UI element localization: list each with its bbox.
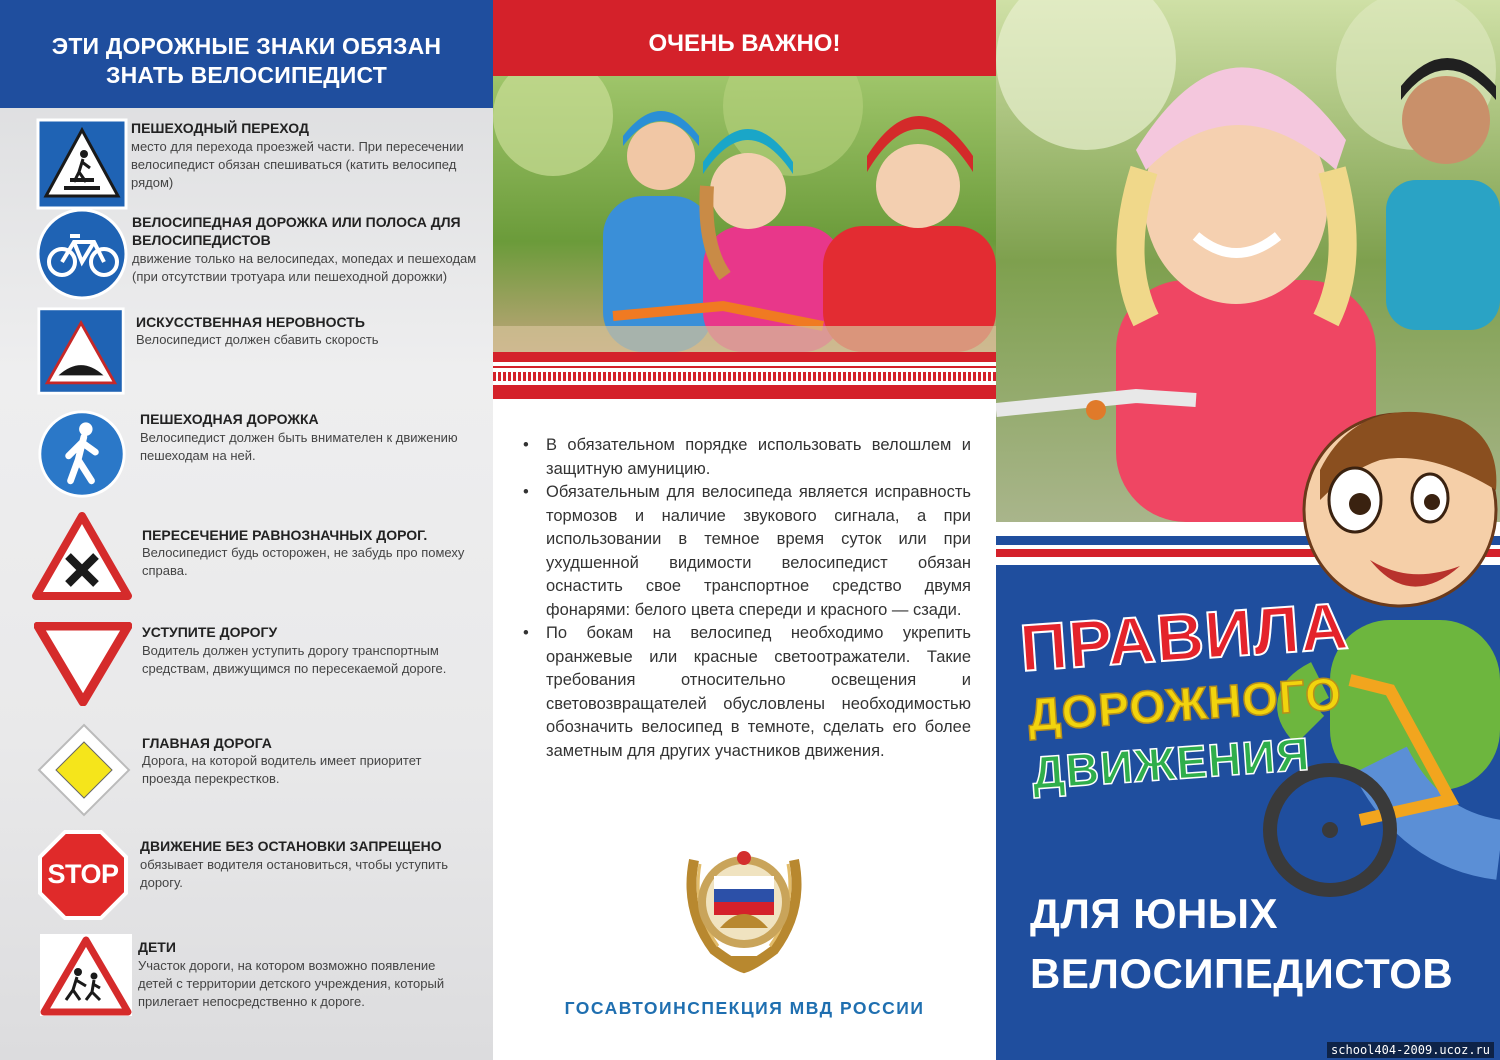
- speed-bump-sign-icon: [36, 306, 126, 396]
- sign-title: ДВИЖЕНИЕ БЕЗ ОСТАНОВКИ ЗАПРЕЩЕНО: [140, 838, 442, 854]
- stop-sign-text: STOP: [47, 859, 119, 889]
- sign-title: ДЕТИ: [138, 939, 176, 955]
- sign-title: ИСКУССТВЕННАЯ НЕРОВНОСТЬ: [136, 314, 365, 330]
- sign-description: Дорога, на которой водитель имеет приоритет проезда перекрестков.: [142, 753, 422, 786]
- pedestrian-crossing-sign-icon: [34, 116, 130, 212]
- cover-title-line2: ДОРОЖНОГО: [1026, 667, 1344, 741]
- pedestrian-path-sign-icon: [36, 408, 128, 500]
- road-signs-panel: [0, 0, 493, 1060]
- sign-description: Велосипедист будь осторожен, не забудь про помеху справа.: [142, 545, 465, 578]
- important-rules-list: [523, 434, 971, 763]
- sign-title: ПЕРЕСЕЧЕНИЕ РАВНОЗНАЧНЫХ ДОРОГ.: [142, 527, 428, 543]
- sign-title: ГЛАВНАЯ ДОРОГА: [142, 735, 272, 751]
- sign-title: ПЕШЕХОДНАЯ ДОРОЖКА: [140, 411, 319, 427]
- main-road-sign-icon: [36, 722, 132, 818]
- left-header: [0, 0, 493, 108]
- agency-name: ГОСАВТОИНСПЕКЦИЯ МВД РОССИИ: [564, 998, 925, 1018]
- cover-title-line3: ДВИЖЕНИЯ: [1030, 727, 1312, 799]
- children-on-bicycles-photo: [493, 76, 996, 352]
- equal-roads-intersection-sign-icon: [32, 512, 132, 600]
- sign-description: Водитель должен уступить дорогу транспортным средствам, движущимся по пересекаемой дороге.: [142, 643, 447, 676]
- sign-title: УСТУПИТЕ ДОРОГУ: [142, 624, 278, 640]
- rule-item: • Обязательным для велосипеда является исправность тормозов и наличие звукового сигнала, а при использовании в темное время суток или при ухудшенной видимости велосипедист обязан оснастить свое транспортное средство двумя фонарями: белого цвета спереди и красного — сзади.: [523, 481, 971, 622]
- rule-item: • По бокам на велосипед необходимо укрепить оранжевые или красные светоотражатели. Такие требования относительно освещения и световозвращателей обусловлены необходимостью обозначить велосипед в темноте, сделать его более заметным для других участников движения.: [523, 622, 971, 763]
- sign-description: место для перехода проезжей части. При пересечении велосипедист обязан спешиваться (катить велосипед рядом): [131, 139, 464, 190]
- yield-sign-icon: [34, 622, 132, 706]
- sign-description: Велосипедист должен быть внимателен к движению пешеходам на ней.: [140, 430, 458, 463]
- watermark: school404-2009.ucoz.ru: [1327, 1042, 1494, 1058]
- middle-panel-title: ОЧЕНЬ ВАЖНО!: [648, 30, 841, 57]
- bicycle-path-sign-icon: [34, 206, 130, 302]
- sign-description: движение только на велосипедах, мопедах и пешеходам (при отсутствии тротуара или пешеходной дорожки): [132, 251, 477, 284]
- sign-title: ВЕЛОСИПЕДНАЯ ДОРОЖКА ИЛИ ПОЛОСА ДЛЯ ВЕЛОСИПЕДИСТОВ: [132, 214, 461, 248]
- sign-description: Участок дороги, на котором возможно появление детей с территории детского учреждения, который прилегает непосредственно к дороге.: [138, 958, 445, 1009]
- stop-sign-icon: [38, 830, 128, 920]
- cover-subtitle-line2: ВЕЛОСИПЕДИСТОВ: [1030, 950, 1454, 997]
- sign-description: обязывает водителя остановиться, чтобы уступить дорогу.: [140, 857, 449, 890]
- left-panel-title: ЭТИ ДОРОЖНЫЕ ЗНАКИ ОБЯЗАН ЗНАТЬ ВЕЛОСИПЕДИСТ: [51, 33, 442, 88]
- important-panel: [493, 0, 996, 1060]
- traffic-police-emblem: [674, 830, 814, 975]
- cover-title-line1: ПРАВИЛА: [1017, 588, 1352, 685]
- rule-item: • В обязательном порядке использовать велошлем и защитную амуницию.: [523, 434, 971, 481]
- sign-title: ПЕШЕХОДНЫЙ ПЕРЕХОД: [131, 120, 309, 136]
- cover-panel: [996, 0, 1500, 1060]
- children-sign-icon: [40, 934, 132, 1016]
- cover-subtitle-line1: ДЛЯ ЮНЫХ: [1030, 890, 1279, 937]
- middle-header: [493, 0, 996, 76]
- sign-description: Велосипедист должен сбавить скорость: [136, 332, 379, 347]
